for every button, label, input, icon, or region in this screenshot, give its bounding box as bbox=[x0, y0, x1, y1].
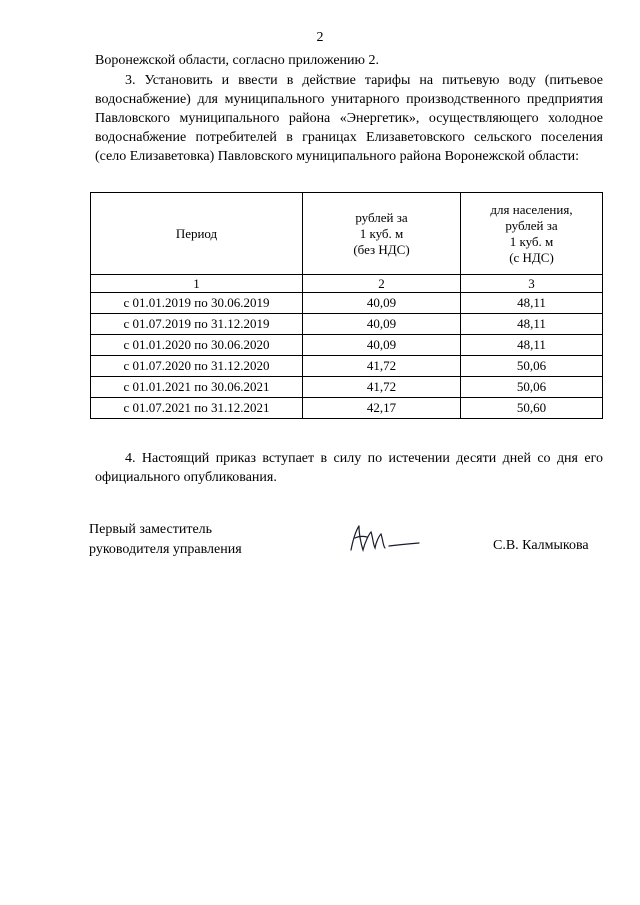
column-number: 1 bbox=[91, 275, 303, 293]
price-without-vat-cell: 41,72 bbox=[303, 356, 461, 377]
period-cell: с 01.01.2019 по 30.06.2019 bbox=[91, 293, 303, 314]
signatory-name: С.В. Калмыкова bbox=[493, 538, 589, 553]
page-number: 2 bbox=[316, 30, 324, 45]
header-period: Период bbox=[91, 193, 303, 275]
price-without-vat-cell: 41,72 bbox=[303, 377, 461, 398]
signatory-title-line1: Первый заместитель bbox=[89, 522, 213, 537]
price-with-vat-cell: 48,11 bbox=[461, 314, 603, 335]
paragraph-4 bbox=[95, 449, 603, 487]
table-header-row bbox=[91, 193, 603, 275]
table-row bbox=[91, 314, 603, 335]
intro-line: Воронежской области, согласно приложению 2. bbox=[95, 53, 379, 68]
column-number-row bbox=[91, 275, 603, 293]
price-with-vat-cell: 50,06 bbox=[461, 356, 603, 377]
table-row bbox=[91, 293, 603, 314]
period-cell: с 01.07.2021 по 31.12.2021 bbox=[91, 398, 303, 419]
paragraph-4-text: 4. Настоящий приказ вступает в силу по истечении десяти дней со дня его официального опубликования. bbox=[95, 451, 603, 485]
price-without-vat-cell: 40,09 bbox=[303, 293, 461, 314]
paragraph-3-text: 3. Установить и ввести в действие тарифы на питьевую воду (питьевое водоснабжение) для муниципального унитарного производственного предприятия Павловского муниципального района «Энергетик», осуществляющего холодное водоснабжение потребителей в границах Елизаветовского сельского поселения (село Елизаветовка) Павловского муниципального района Воронежской области: bbox=[95, 73, 603, 164]
price-with-vat-cell: 48,11 bbox=[461, 293, 603, 314]
period-cell: с 01.01.2021 по 30.06.2021 bbox=[91, 377, 303, 398]
price-with-vat-cell: 48,11 bbox=[461, 335, 603, 356]
table-row bbox=[91, 398, 603, 419]
signatory-title-line2: руководителя управления bbox=[89, 542, 242, 557]
header-price-without-vat: рублей за 1 куб. м (без НДС) bbox=[303, 193, 461, 275]
table-row bbox=[91, 356, 603, 377]
period-cell: с 01.01.2020 по 30.06.2020 bbox=[91, 335, 303, 356]
price-with-vat-cell: 50,06 bbox=[461, 377, 603, 398]
period-cell: с 01.07.2020 по 31.12.2020 bbox=[91, 356, 303, 377]
column-number: 2 bbox=[303, 275, 461, 293]
handwritten-signature bbox=[345, 522, 425, 556]
tariff-table bbox=[90, 192, 603, 419]
column-number: 3 bbox=[461, 275, 603, 293]
header-price-population-with-vat: для населения, рублей за 1 куб. м (с НДС) bbox=[461, 193, 603, 275]
table-row bbox=[91, 335, 603, 356]
signatory-title bbox=[89, 520, 242, 560]
period-cell: с 01.07.2019 по 31.12.2019 bbox=[91, 314, 303, 335]
table-row bbox=[91, 377, 603, 398]
price-without-vat-cell: 40,09 bbox=[303, 335, 461, 356]
price-without-vat-cell: 40,09 bbox=[303, 314, 461, 335]
price-with-vat-cell: 50,60 bbox=[461, 398, 603, 419]
price-without-vat-cell: 42,17 bbox=[303, 398, 461, 419]
paragraph-3 bbox=[95, 71, 603, 166]
